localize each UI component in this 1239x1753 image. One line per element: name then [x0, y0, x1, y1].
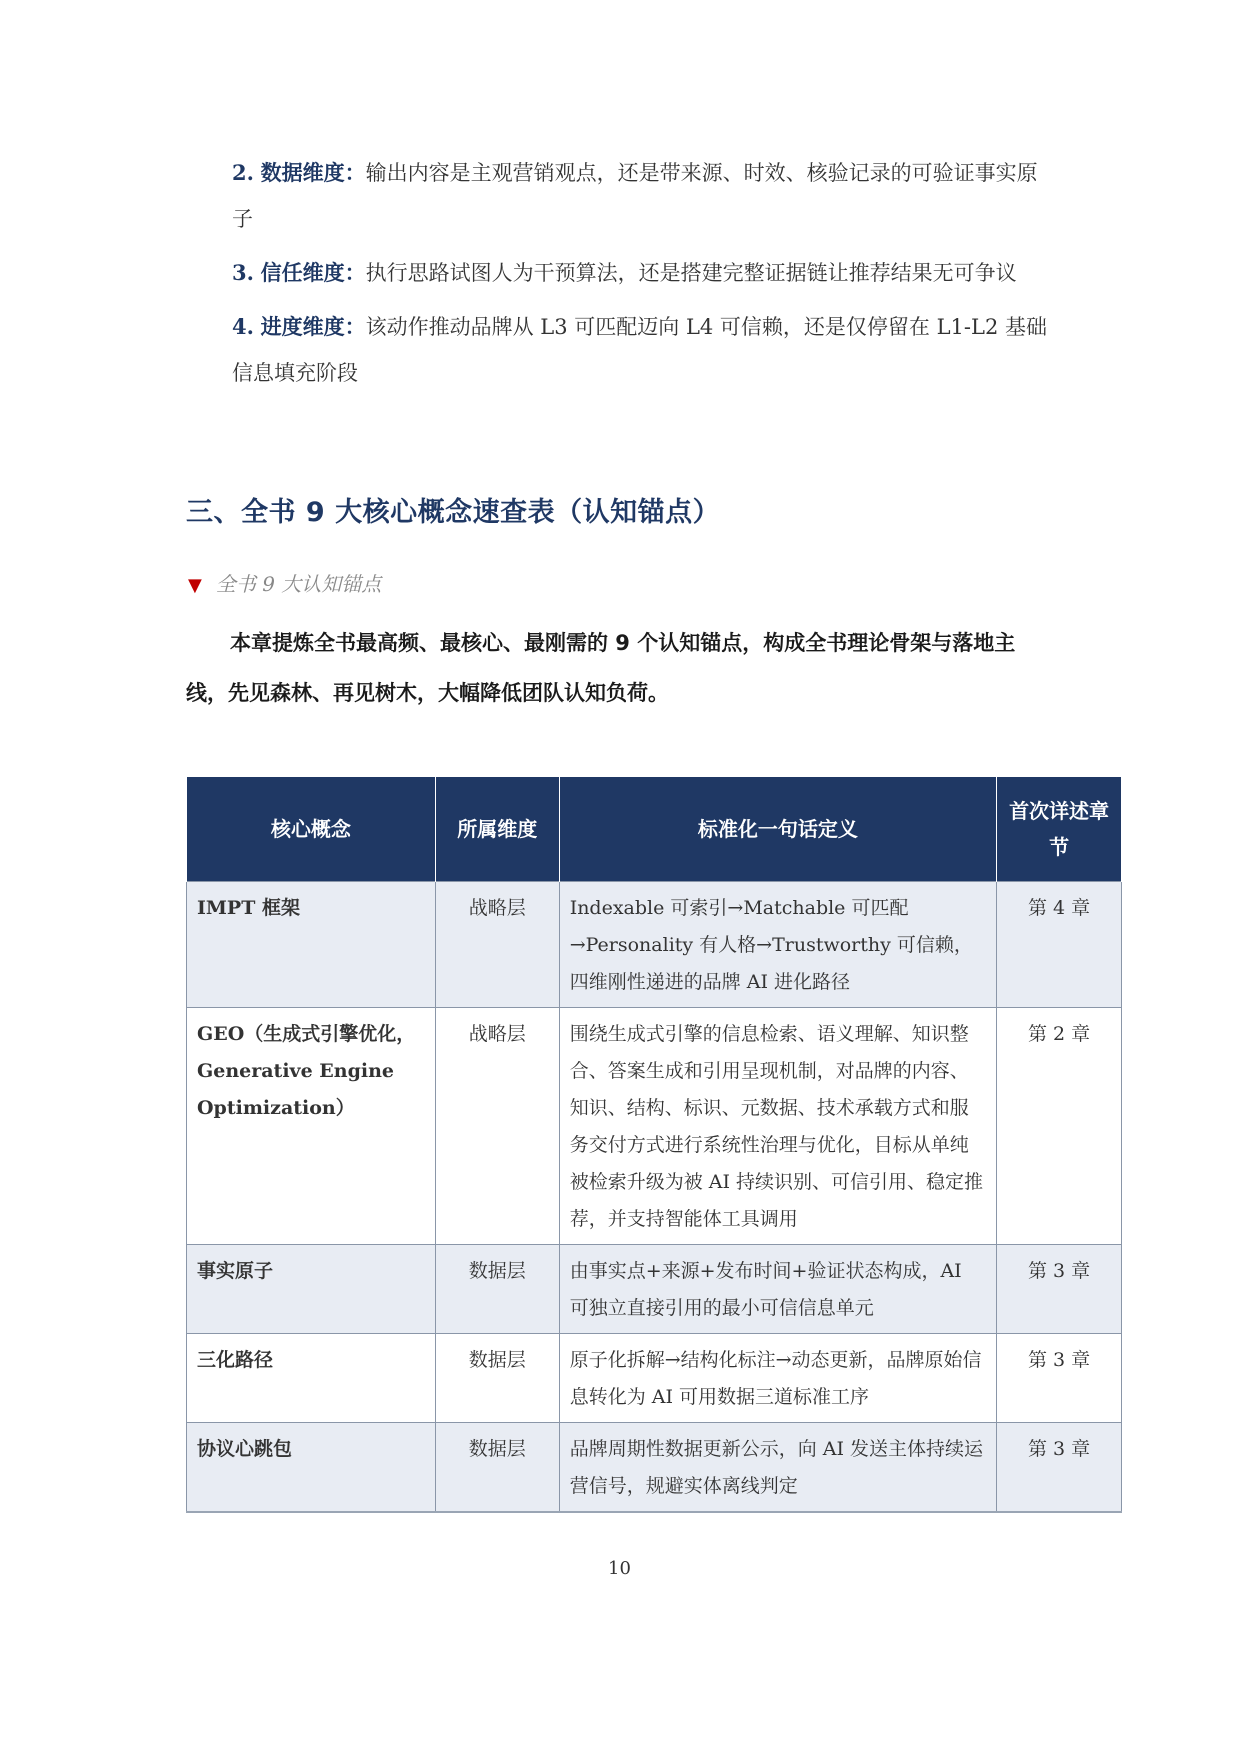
cell-chapter: 第 3 章 — [997, 1245, 1122, 1334]
list-text: 执行思路试图人为干预算法，还是搭建完整证据链让推荐结果无可争议 — [365, 261, 1017, 285]
table-row — [187, 1008, 1122, 1245]
triangle-down-icon: ▼ — [188, 575, 202, 596]
cell-chapter: 第 4 章 — [997, 882, 1122, 1008]
caption-text: 全书 9 大认知锚点 — [215, 572, 382, 596]
cell-chapter: 第 2 章 — [997, 1008, 1122, 1245]
cell-dimension: 数据层 — [435, 1245, 559, 1334]
intro-paragraph: 本章提炼全书最高频、最核心、最刚需的 9 个认知锚点，构成全书理论骨架与落地主线，先见森林、再见树木，大幅降低团队认知负荷。 — [186, 631, 1016, 705]
table-header-row — [187, 777, 1122, 882]
concepts-table — [186, 777, 1122, 1513]
table-row — [187, 1245, 1122, 1334]
cell-dimension: 战略层 — [435, 882, 559, 1008]
list-label: 信任维度： — [260, 261, 366, 285]
dimension-list — [232, 150, 1052, 404]
col-header-chapter: 首次详述章节 — [997, 777, 1122, 882]
cell-definition: Indexable 可索引→Matchable 可匹配→Personality 有人格→Trustworthy 可信赖，四维刚性递进的品牌 AI 进化路径 — [559, 882, 996, 1008]
cell-concept: IMPT 框架 — [187, 882, 436, 1008]
cell-concept: 协议心跳包 — [187, 1423, 436, 1513]
list-number: 4. — [232, 314, 254, 339]
cell-chapter: 第 3 章 — [997, 1423, 1122, 1513]
table-row — [187, 1334, 1122, 1423]
col-header-concept: 核心概念 — [187, 777, 436, 882]
cell-concept: 事实原子 — [187, 1245, 436, 1334]
col-header-definition: 标准化一句话定义 — [559, 777, 996, 882]
list-number: 2. — [232, 160, 254, 185]
section-title: 三、全书 9 大核心概念速查表（认知锚点） — [186, 497, 721, 528]
cell-definition: 品牌周期性数据更新公示，向 AI 发送主体持续运营信号，规避实体离线判定 — [559, 1423, 996, 1513]
list-item — [232, 304, 1052, 396]
cell-definition: 由事实点+来源+发布时间+验证状态构成，AI 可独立直接引用的最小可信信息单元 — [559, 1245, 996, 1334]
table-caption — [188, 568, 381, 597]
list-item — [232, 250, 1052, 296]
cell-chapter: 第 3 章 — [997, 1334, 1122, 1423]
list-label: 数据维度： — [260, 161, 366, 185]
col-header-dimension: 所属维度 — [435, 777, 559, 882]
table-row — [187, 1423, 1122, 1513]
list-item — [232, 150, 1052, 242]
page-number: 10 — [608, 1558, 631, 1579]
cell-dimension: 数据层 — [435, 1334, 559, 1423]
table-row — [187, 882, 1122, 1008]
cell-dimension: 战略层 — [435, 1008, 559, 1245]
cell-concept: GEO（生成式引擎优化，Generative Engine Optimization） — [187, 1008, 436, 1245]
cell-dimension: 数据层 — [435, 1423, 559, 1513]
cell-definition: 围绕生成式引擎的信息检索、语义理解、知识整合、答案生成和引用呈现机制，对品牌的内容、知识、结构、标识、元数据、技术承载方式和服务交付方式进行系统性治理与优化，目标从单纯被检索升级为被 AI 持续识别、可信引用、稳定推荐，并支持智能体工具调用 — [559, 1008, 996, 1245]
list-label: 进度维度： — [260, 315, 366, 339]
list-number: 3. — [232, 260, 254, 285]
cell-definition: 原子化拆解→结构化标注→动态更新，品牌原始信息转化为 AI 可用数据三道标准工序 — [559, 1334, 996, 1423]
list-text: 输出内容是主观营销观点，还是带来源、时效、核验记录的可验证事实原子 — [232, 161, 1038, 231]
cell-concept: 三化路径 — [187, 1334, 436, 1423]
list-text: 该动作推动品牌从 L3 可匹配迈向 L4 可信赖，还是仅停留在 L1-L2 基础信息填充阶段 — [232, 315, 1047, 385]
